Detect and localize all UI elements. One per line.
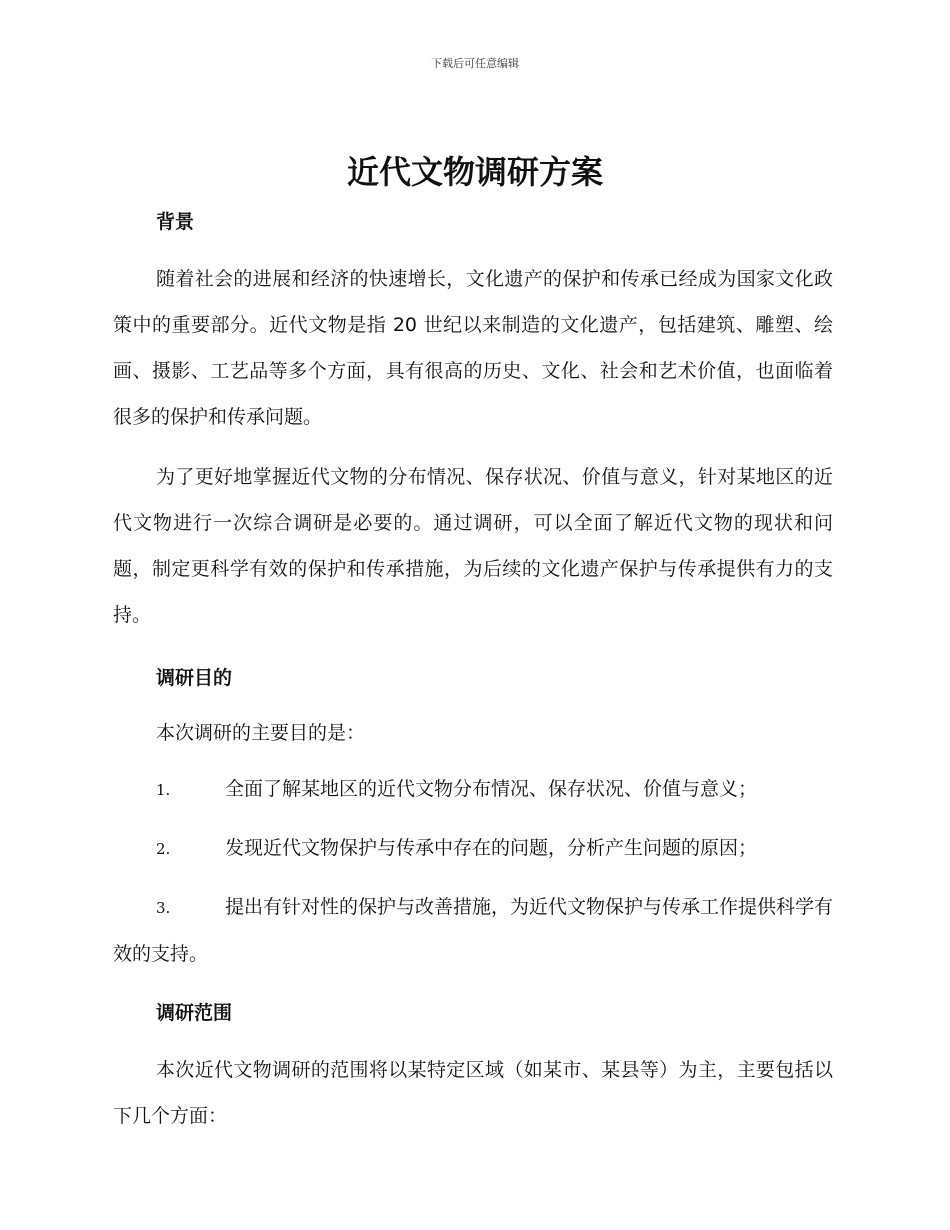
section-heading-background: 背景 (156, 211, 195, 233)
document-body (113, 200, 833, 1139)
header-note: 下载后可任意编辑 (431, 57, 519, 70)
background-paragraph-2: 为了更好地掌握近代文物的分布情况、保存状况、价值与意义，针对某地区的近代文物进行一次综合调研是必要的。通过调研，可以全面了解近代文物的现状和问题，制定更科学有效的保护和传承措施，为后续的文化遗产保护与传承提供有力的支持。 (113, 466, 833, 626)
section-heading-purpose: 调研目的 (156, 667, 233, 689)
list-item (113, 825, 833, 872)
page-title: 近代文物调研方案 (346, 153, 603, 191)
list-item (113, 884, 833, 977)
purpose-intro: 本次调研的主要目的是： (156, 722, 366, 744)
list-number: 2. (156, 840, 171, 858)
list-number: 3. (156, 899, 171, 917)
list-text: 全面了解某地区的近代文物分布情况、保存状况、价值与意义； (225, 778, 758, 800)
list-text: 提出有针对性的保护与改善措施，为近代文物保护与传承工作提供科学有效的支持。 (113, 896, 834, 965)
list-item (113, 766, 833, 813)
section-heading-scope: 调研范围 (156, 1002, 233, 1024)
background-paragraph-1: 随着社会的进展和经济的快速增长，文化遗产的保护和传承已经成为国家文化政策中的重要部分。近代文物是指 20 世纪以来制造的文化遗产，包括建筑、雕塑、绘画、摄影、工艺品等多个方面，具有很高的历史、文化、社会和艺术价值，也面临着很多的保护和传承问题。 (113, 268, 833, 428)
scope-paragraph-1: 本次近代文物调研的范围将以某特定区域（如某市、某县等）为主，主要包括以下几个方面： (113, 1059, 833, 1127)
list-number: 1. (156, 781, 171, 799)
list-text: 发现近代文物保护与传承中存在的问题，分析产生问题的原因； (225, 837, 758, 859)
